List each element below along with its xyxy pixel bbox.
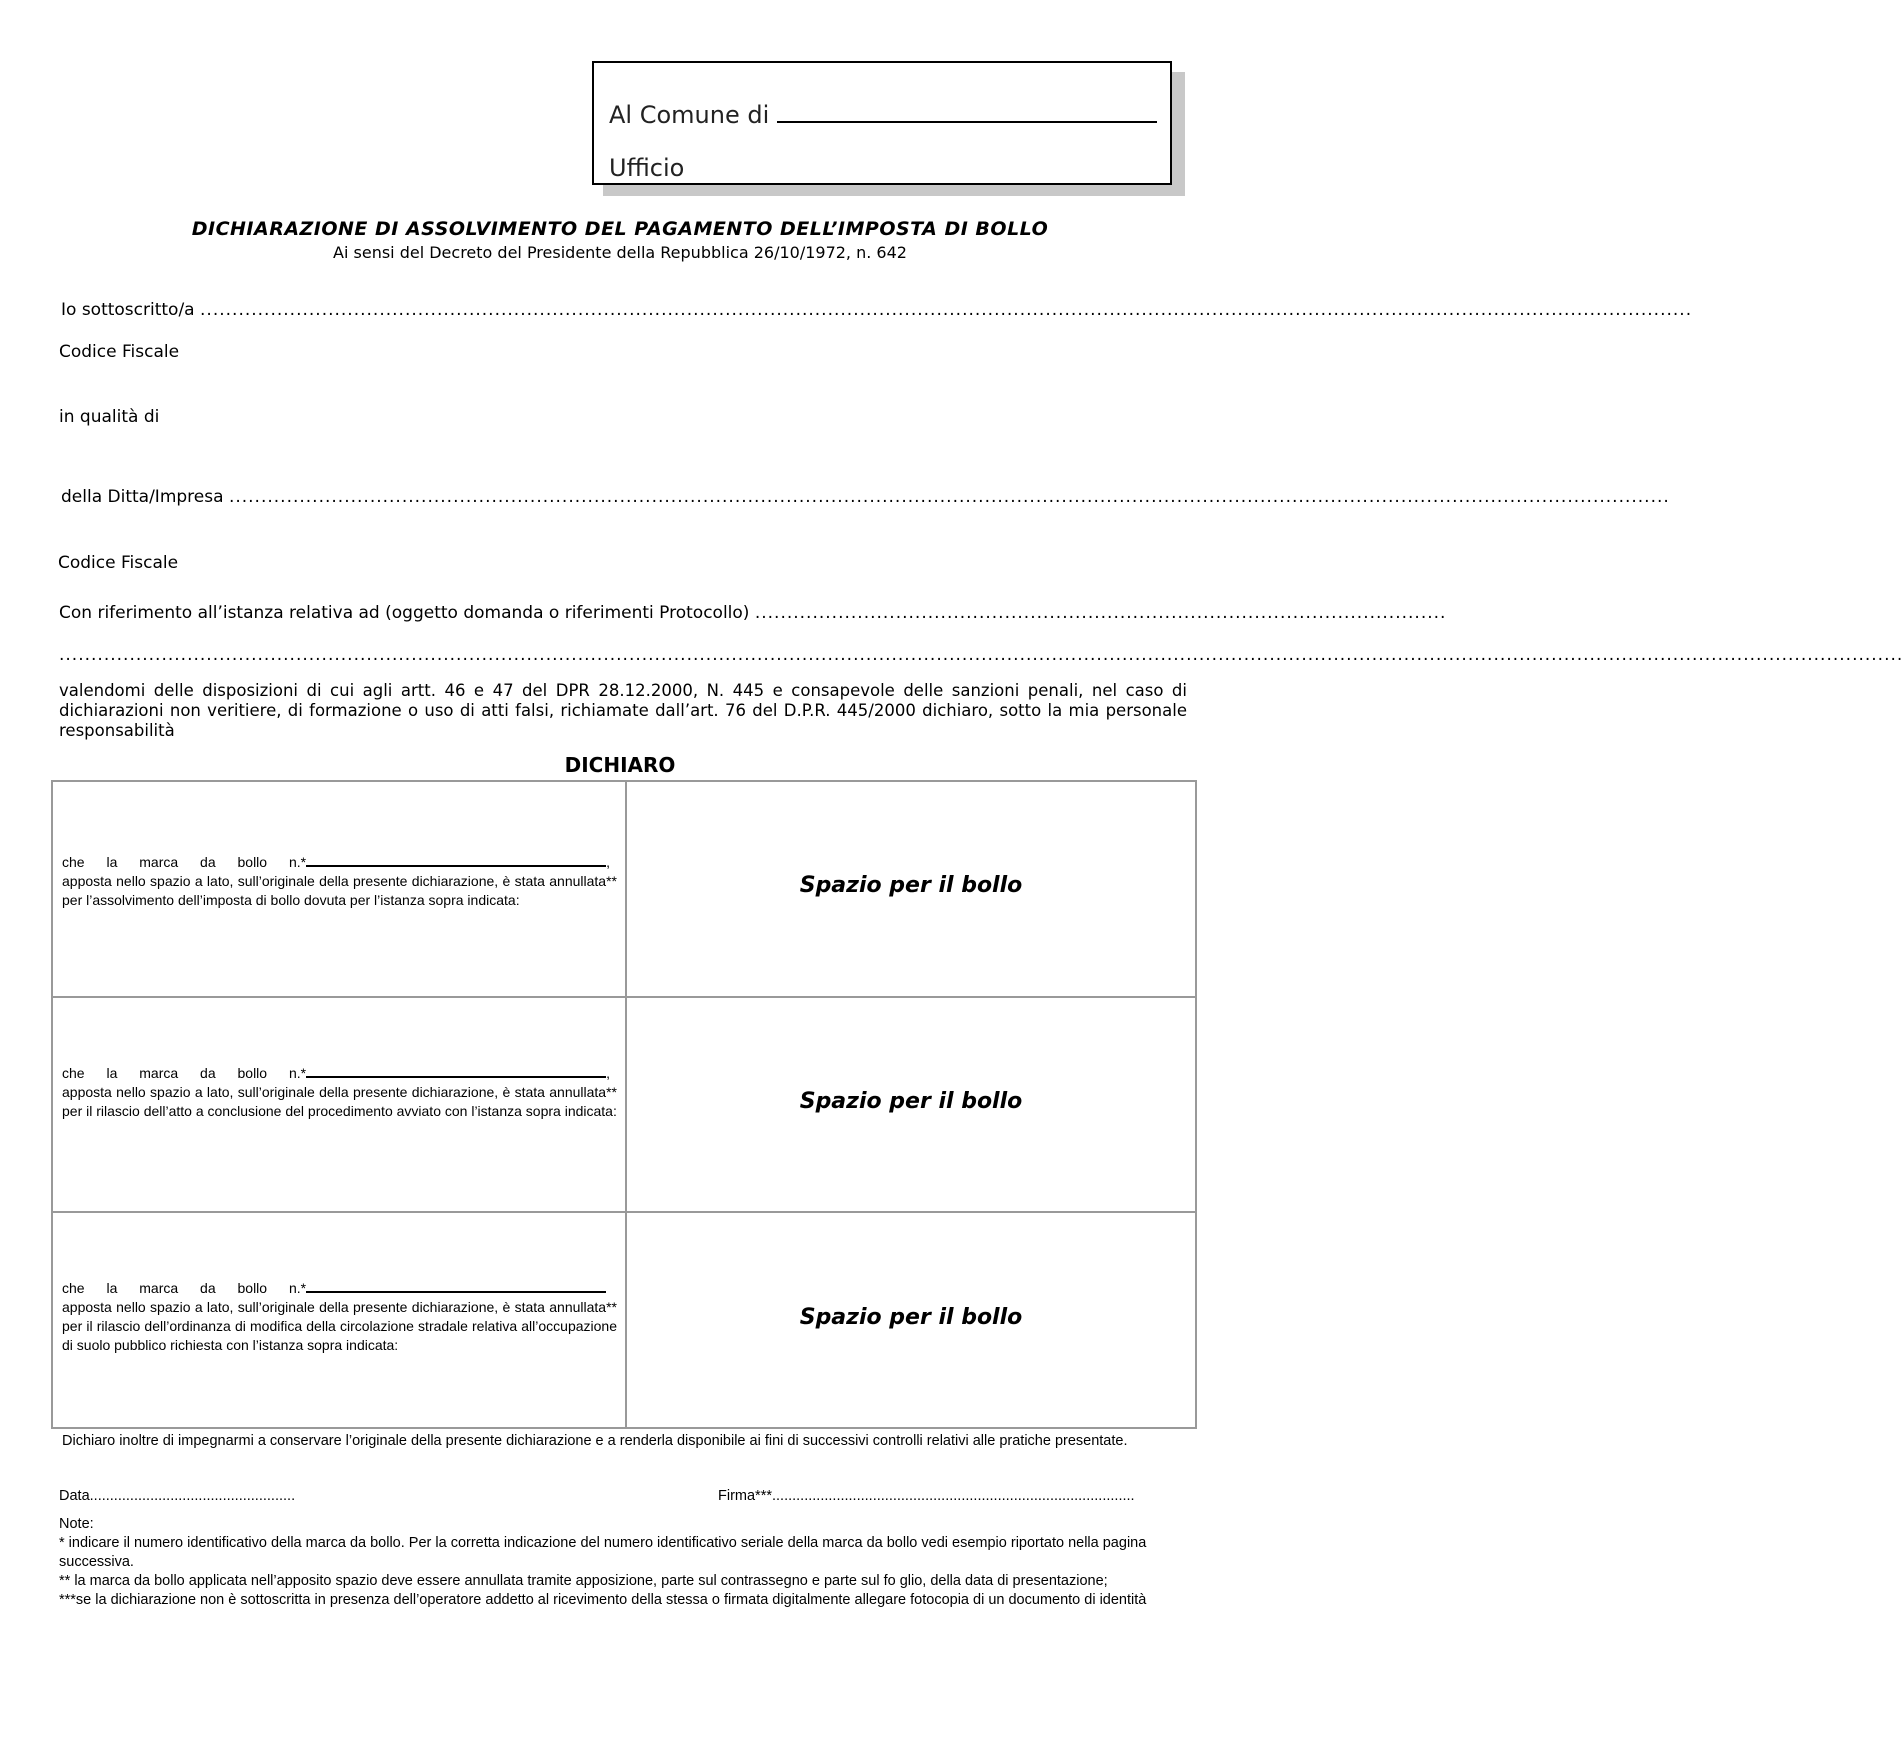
data-field[interactable] (59, 1487, 295, 1506)
marca-prefix-3: che la marca da bollo n.* (62, 1280, 307, 1297)
bollo-label-1: Spazio per il bollo (799, 873, 1023, 899)
declaration-text-1: apposta nello spazio a lato, sull’originale della presente dichiarazione, è stata annullata** per l’assolvimento dell’imposta di bollo dovuta per l’istanza sopra indicata: (62, 873, 617, 908)
marca-number-line-3[interactable] (306, 1277, 606, 1293)
marca-number-line-2[interactable] (306, 1062, 606, 1078)
riferimento-continuation-line[interactable]: ................................................................................................................................................................................................................................................................................................ (59, 645, 1903, 665)
codice-fiscale-1-label: Codice Fiscale (59, 342, 180, 362)
document-subtitle: Ai sensi del Decreto del Presidente della Repubblica 26/10/1972, n. 642 (333, 243, 907, 262)
declaration-text-3: apposta nello spazio a lato, sull’originale della presente dichiarazione, è stata annullata** per il rilascio dell’ordinanza di modifica della circolazione stradale relativa all’occupazione di suolo pubblico richiesta con l’istanza sopra indicata: (62, 1299, 617, 1354)
bollo-label-2: Spazio per il bollo (799, 1088, 1023, 1114)
qualita-label: in qualità di (59, 407, 160, 427)
note-2: ** la marca da bollo applicata nell’apposito spazio deve essere annullata tramite apposizione, parte sul contrassegno e parte sul fo glio, della data di presentazione; (59, 1573, 1108, 1589)
marca-suffix-2: , (606, 1064, 610, 1081)
declaration-cell-1 (52, 781, 626, 997)
sottoscritto-field[interactable] (61, 300, 1693, 320)
note-1: * indicare il numero identificativo della marca da bollo. Per la corretta indicazione del numero identificativo seriale della marca da bollo vedi esempio riportato nella pagina successiva. (59, 1535, 1147, 1570)
marca-line-1[interactable] (62, 851, 617, 872)
note-3: ***se la dichiarazione non è sottoscritta in presenza dell’operatore addetto al ricevimento della stessa o firmata digitalmente allegare fotocopia di un documento di identità (59, 1592, 1147, 1608)
data-dots: ................................................... (89, 1488, 296, 1504)
impegno-text: Dichiaro inoltre di impegnarmi a conservare l’originale della presente dichiarazione e a renderla disponibile ai fini di successivi controlli relativi alle pratiche presentate. (62, 1433, 1128, 1449)
firma-dots: .......................................................................................... (771, 1488, 1135, 1504)
ditta-field[interactable] (61, 487, 1670, 507)
declaration-text-2: apposta nello spazio a lato, sull’originale della presente dichiarazione, è stata annullata** per il rilascio dell’atto a conclusione del procedimento avviato con l’istanza sopra indicata: (62, 1083, 617, 1119)
ditta-label: della Ditta/Impresa (61, 487, 224, 507)
document-title: DICHIARAZIONE DI ASSOLVIMENTO DEL PAGAMENTO DELL’IMPOSTA DI BOLLO (191, 218, 1049, 240)
notes-section (59, 1515, 1185, 1610)
codice-fiscale-2-label: Codice Fiscale (58, 553, 179, 573)
notes-title: Note: (59, 1516, 94, 1532)
comune-line (609, 99, 1157, 129)
riferimento-dots: ............................................................................................................ (754, 603, 1447, 623)
dichiaro-heading: DICHIARO (564, 753, 676, 777)
comune-input-line[interactable] (777, 99, 1157, 123)
sottoscritto-dots: ......................................................................................................................................................................................................................................... (200, 300, 1693, 320)
firma-label: Firma*** (718, 1488, 772, 1504)
marca-suffix-1: , (606, 854, 610, 870)
address-box (592, 61, 1172, 185)
comune-label: Al Comune di (609, 101, 770, 129)
riferimento-label: Con riferimento all’istanza relativa ad (oggetto domanda o riferimenti Protocollo) (59, 603, 750, 623)
declaration-cell-3 (52, 1212, 626, 1428)
ditta-dots: ................................................................................................................................................................................................................................. (228, 487, 1670, 507)
bollo-space-1 (626, 781, 1196, 997)
ufficio-label: Ufficio (609, 154, 685, 182)
marca-line-3[interactable] (62, 1277, 617, 1298)
marca-line-2[interactable] (62, 1062, 617, 1083)
bollo-space-3 (626, 1212, 1196, 1428)
marca-prefix-2: che la marca da bollo n.* (62, 1064, 307, 1081)
declaration-cell-2 (52, 997, 626, 1213)
sottoscritto-label: Io sottoscritto/a (61, 300, 195, 320)
data-label: Data (59, 1488, 90, 1504)
firma-field[interactable] (718, 1487, 1135, 1506)
bollo-label-3: Spazio per il bollo (799, 1304, 1023, 1330)
bollo-space-2 (626, 997, 1196, 1213)
marca-prefix-1: che la marca da bollo n.* (62, 854, 307, 870)
bollo-table (51, 780, 1197, 1429)
declaration-paragraph: valendomi delle disposizioni di cui agli artt. 46 e 47 del DPR 28.12.2000, N. 445 e consapevole delle sanzioni penali, nel caso di dichiarazioni non veritiere, di formazione o uso di atti falsi, richiamate dall’art. 76 del D.P.R. 445/2000 dichiaro, sotto la mia personale responsabilità (59, 681, 1187, 740)
marca-number-line-1[interactable] (306, 851, 606, 867)
riferimento-field[interactable] (59, 603, 1447, 623)
